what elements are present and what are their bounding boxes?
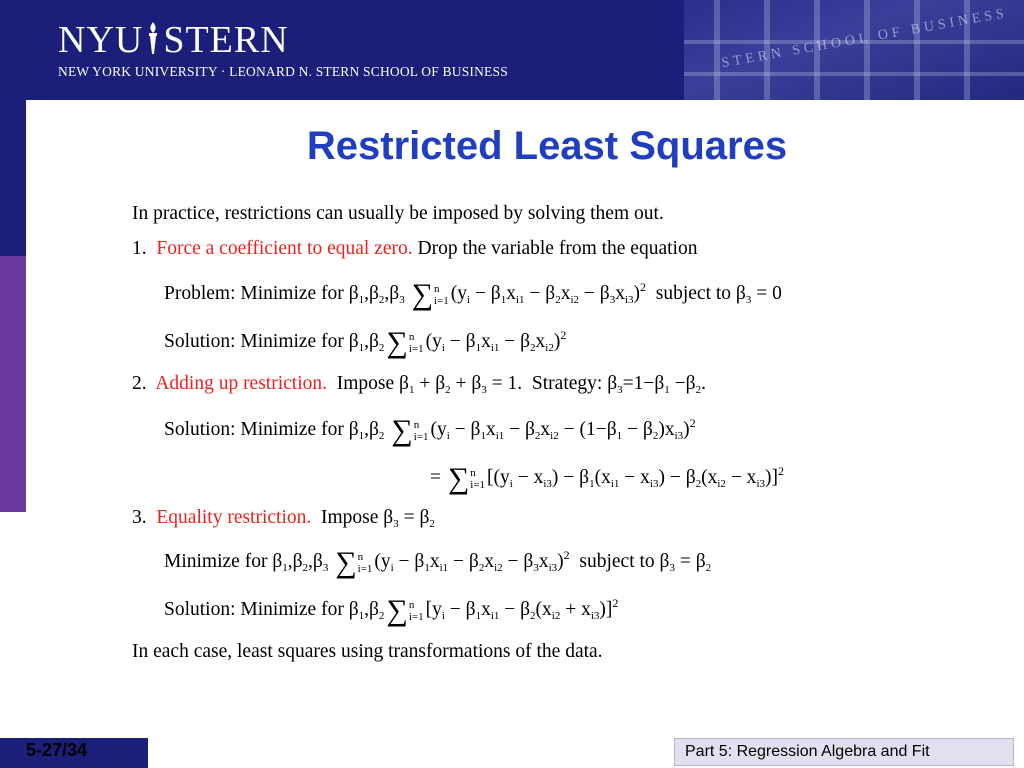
item1-line [132, 237, 697, 261]
item3-minimize-label: Minimize for [164, 551, 268, 572]
summation-icon: ∑ n i=1 [447, 461, 486, 495]
item2-solution: Solution: Minimize for $\beta_1,\beta_2$ ∑ n i=1 $(y_i - \beta_1x_{i1} - \beta_2x_{i2} - (1-\beta_1 - \beta_2)x_{i3})^2$ [164, 413, 696, 447]
item1-solution-label: Solution: Minimize for [164, 331, 344, 352]
item1-heading: Force a coefficient to equal zero. [156, 238, 413, 259]
item2-number: 2. [132, 373, 147, 394]
item3-number: 3. [132, 507, 147, 528]
nyu-stern-logo [58, 20, 289, 60]
item3-line: 3. Equality restriction. Impose $\beta_3 = \beta_2$ [132, 507, 435, 530]
summation-icon: ∑ n i=1 [386, 593, 424, 627]
logo-nyu: NYU [58, 19, 144, 61]
item2-strategy: Strategy: [531, 373, 603, 394]
header-banner [0, 0, 1024, 100]
section-label: Part 5: Regression Algebra and Fit [674, 738, 1014, 766]
item3-impose: Impose [321, 507, 379, 528]
school-name: NEW YORK UNIVERSITY · LEONARD N. STERN SCHOOL OF BUSINESS [58, 64, 508, 79]
item3-subject: subject to [579, 551, 655, 572]
logo-stern: STERN [163, 19, 289, 61]
summation-icon: ∑ n i=1 [411, 277, 449, 311]
conclusion-text: In each case, least squares using transformations of the data. [132, 641, 603, 662]
item3-solution-label: Solution: Minimize for [164, 599, 344, 620]
summation-icon: ∑ n i=1 [386, 325, 424, 359]
building-photo [684, 0, 1024, 100]
item2-solution-label: Solution: Minimize for [164, 419, 344, 440]
slide-title: Restricted Least Squares [306, 124, 788, 168]
page-number: 5-27/34 [26, 740, 88, 760]
item3-solution: Solution: Minimize for $\beta_1,\beta_2$ ∑ n i=1 $[y_i - \beta_1x_{i1} - \beta_2(x_{i2} + x_{i3})]^2$ [164, 593, 619, 627]
summation-icon: ∑ n i=1 [391, 413, 429, 447]
summation-icon: ∑ n i=1 [335, 545, 373, 579]
item3-heading: Equality restriction. [156, 507, 312, 528]
item1-description: Drop the variable from the equation [417, 238, 698, 259]
building-inscription: STERN SCHOOL OF BUSINESS [720, 6, 1009, 72]
item1-solution: Solution: Minimize for $\beta_1,\beta_2$ ∑ n i=1 $(y_i - \beta_1x_{i1} - \beta_2x_{i2})^2$ [164, 325, 567, 359]
item1-problem-label: Problem: Minimize for [164, 283, 344, 304]
torch-icon [145, 20, 161, 56]
item2-transformed: = ∑ n i=1 $[(y_i - x_{i3}) - \beta_1(x_{i1} - x_{i3}) - \beta_2(x_{i2} - x_{i3})]^2$ [430, 461, 784, 495]
intro-text: In practice, restrictions can usually be imposed by solving them out. [132, 203, 664, 224]
item1-problem: Problem: Minimize for $\beta_1,\beta_2,\beta_3$ ∑ n i=1 $(y_i - \beta_1x_{i1} - \beta_2x_{i2} - \beta_3x_{i3})^2$ subject to $\beta_3 = 0$ [164, 277, 782, 311]
item2-impose: Impose [336, 373, 395, 394]
item1-subject: subject to [655, 283, 732, 304]
sidebar-accent [0, 256, 26, 512]
item2-heading: Adding up restriction. [155, 373, 327, 394]
item3-minimize: Minimize for $\beta_1,\beta_2,\beta_3$ ∑ n i=1 $(y_i - \beta_1x_{i1} - \beta_2x_{i2} - \beta_3x_{i3})^2$ subject to $\beta_3 = \beta_2$ [164, 545, 712, 579]
item2-line: 2. Adding up restriction. Impose $\beta_1 + \beta_2 + \beta_3 = 1$. Strategy: $\beta_3=1-\beta_1 -\beta_2$. [132, 373, 706, 396]
item1-number: 1. [132, 238, 147, 259]
